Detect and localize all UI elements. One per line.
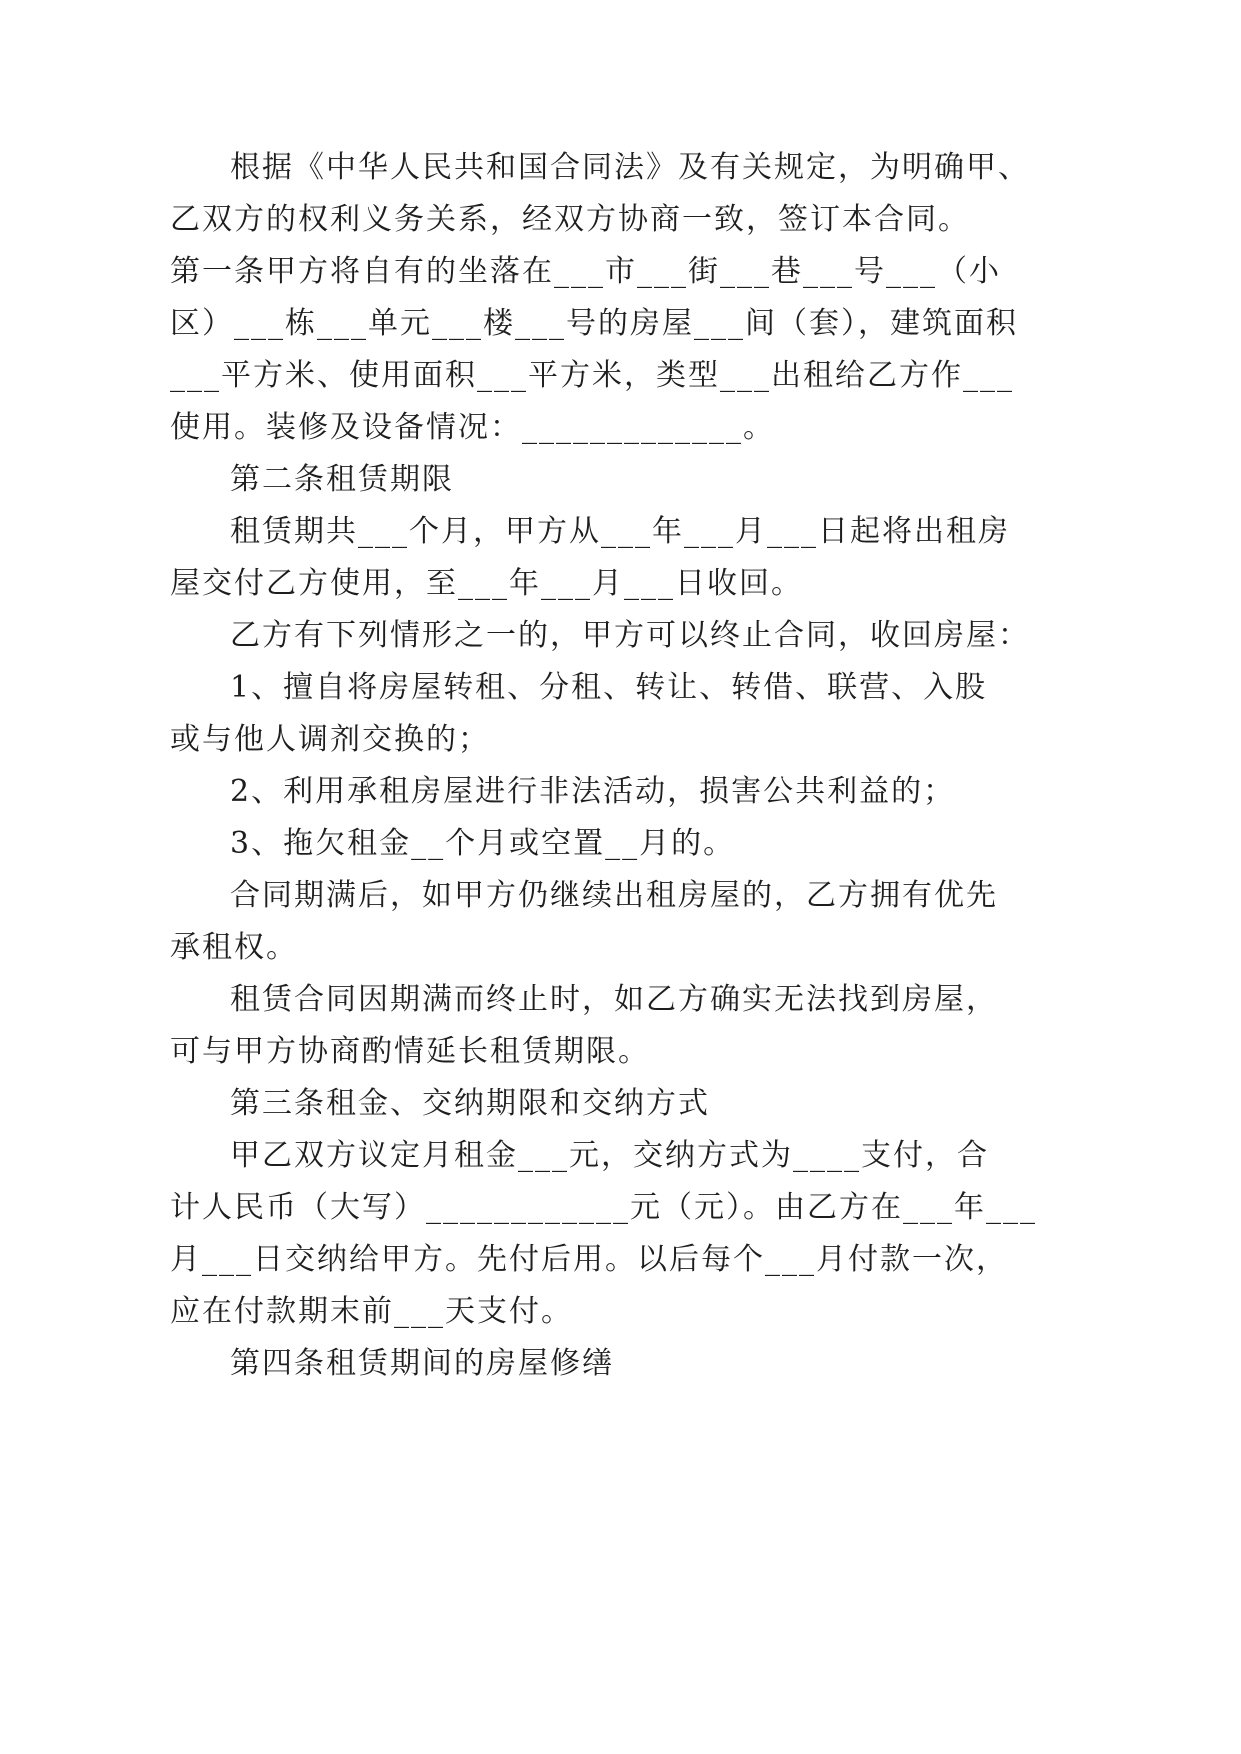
list-item-line: 2、利用承租房屋进行非法活动，损害公共利益的； <box>230 774 956 809</box>
paragraph-line: 租赁期共___个月，甲方从___年___月___日起将出租房 <box>230 514 1010 549</box>
paragraph-line: 使用。装修及设备情况：_____________。 <box>170 410 775 445</box>
list-item-line: 3、拖欠租金__个月或空置__月的。 <box>230 826 736 861</box>
paragraph-line: 合同期满后，如甲方仍继续出租房屋的，乙方拥有优先 <box>230 878 998 913</box>
paragraph-line: 乙方有下列情形之一的，甲方可以终止合同，收回房屋： <box>230 618 1030 653</box>
paragraph-line: 第一条甲方将自有的坐落在___市___街___巷___号___（小 <box>170 254 1001 289</box>
list-item-line: 1、擅自将房屋转租、分租、转让、转借、联营、入股 <box>230 670 988 705</box>
paragraph-line: 根据《中华人民共和国合同法》及有关规定，为明确甲、 <box>230 150 1030 185</box>
section-heading: 第三条租金、交纳期限和交纳方式 <box>230 1086 710 1121</box>
paragraph-line: 乙双方的权利义务关系，经双方协商一致，签订本合同。 <box>170 202 970 237</box>
list-item-line: 或与他人调剂交换的； <box>170 722 490 757</box>
section-heading: 第二条租赁期限 <box>230 462 454 497</box>
paragraph-line: 计人民币（大写）____________元（元）。由乙方在___年___ <box>170 1190 1037 1225</box>
paragraph-line: 月___日交纳给甲方。先付后用。以后每个___月付款一次， <box>170 1242 1008 1277</box>
paragraph-line: 可与甲方协商酌情延长租赁期限。 <box>170 1034 650 1069</box>
paragraph-line: 甲乙双方议定月租金___元，交纳方式为____支付，合 <box>230 1138 989 1173</box>
section-heading: 第四条租赁期间的房屋修缮 <box>230 1346 614 1381</box>
paragraph-line: 应在付款期末前___天支付。 <box>170 1294 573 1329</box>
paragraph-line: 租赁合同因期满而终止时，如乙方确实无法找到房屋， <box>230 982 998 1017</box>
paragraph-line: 区）___栋___单元___楼___号的房屋___间（套），建筑面积 <box>170 306 1018 341</box>
paragraph-line: ___平方米、使用面积___平方米，类型___出租给乙方作___ <box>170 358 1014 393</box>
paragraph-line: 屋交付乙方使用，至___年___月___日收回。 <box>170 566 803 601</box>
paragraph-line: 承租权。 <box>170 930 298 965</box>
